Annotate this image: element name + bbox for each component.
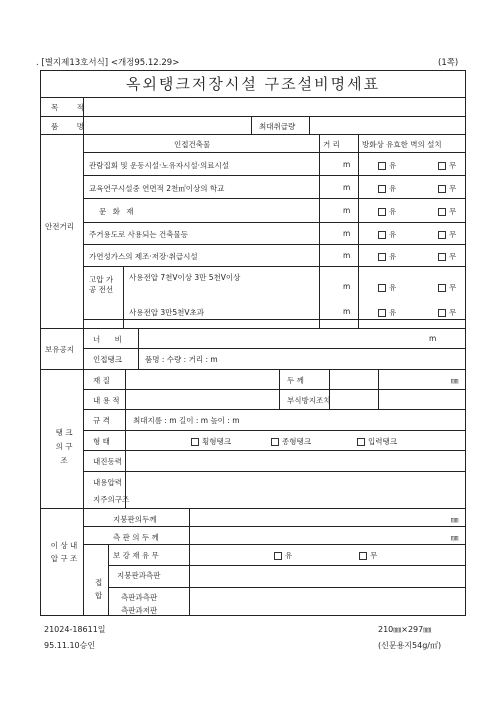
thickness-label: 두 께 bbox=[287, 376, 304, 385]
yes-checkbox[interactable]: 유 bbox=[378, 282, 396, 293]
no-checkbox[interactable]: 무 bbox=[438, 307, 456, 318]
support-label: 지주의구조 bbox=[93, 495, 130, 504]
unit-m: m bbox=[343, 282, 351, 291]
spec-fields: 최대지름 : m 길이 : m 높이 : m bbox=[133, 416, 240, 425]
adjacent-tank-fields: 품명 : 수량 : 거리 : m bbox=[145, 355, 218, 364]
unit-m: m bbox=[343, 206, 351, 215]
inner-pressure-label: 내진동력 bbox=[93, 457, 122, 466]
no-checkbox[interactable]: 무 bbox=[438, 183, 456, 194]
reinforce-no-checkbox[interactable]: 무 bbox=[359, 550, 377, 561]
no-checkbox[interactable]: 무 bbox=[438, 160, 456, 171]
approval-date: 95.11.10승인 bbox=[44, 641, 96, 650]
yes-checkbox[interactable]: 유 bbox=[378, 183, 396, 194]
side-thickness-label: 측 판 의 두 께 bbox=[113, 533, 159, 542]
unit-m: m bbox=[343, 307, 351, 316]
safety-distance-label: 안전거리 bbox=[45, 222, 74, 231]
floor-structure-label: 이 상 내 압 구 조 bbox=[50, 541, 78, 563]
unit-mm: ㎜ bbox=[451, 376, 459, 385]
item-gas-facility: 가연성가스의 제조·저장·취급시설 bbox=[89, 252, 198, 261]
weld-roof-side: 지붕판과측판 bbox=[117, 571, 161, 580]
item-school: 교육연구시설중 연면적 2천㎡이상의 학교 bbox=[89, 184, 225, 193]
yes-checkbox[interactable]: 유 bbox=[378, 307, 396, 318]
hv-item-1: 사용전압 7천V이상 3만 5천V이상 bbox=[129, 273, 241, 282]
no-checkbox[interactable]: 무 bbox=[438, 282, 456, 293]
adjacent-tank-label: 인접탱크 bbox=[93, 355, 122, 364]
purpose-label: 목 적 bbox=[51, 103, 92, 112]
unit-mm: ㎜ bbox=[451, 515, 459, 524]
item-residential: 주거용도로 사용되는 건축물등 bbox=[89, 230, 188, 239]
no-checkbox[interactable]: 무 bbox=[438, 251, 456, 262]
holding-space-label: 보유공지 bbox=[45, 345, 74, 354]
product-label: 품 명 bbox=[51, 122, 92, 131]
weld-label: 접 합 bbox=[95, 578, 103, 600]
max-qty-label: 최대취급량 bbox=[259, 122, 296, 131]
roof-thickness-label: 지붕판의두께 bbox=[113, 515, 157, 524]
unit-m: m bbox=[343, 229, 351, 238]
yes-checkbox[interactable]: 유 bbox=[378, 160, 396, 171]
distance-header: 거 리 bbox=[323, 140, 340, 149]
volume-label: 내 용 적 bbox=[93, 396, 120, 405]
adjacent-building-header: 인접건축물 bbox=[174, 140, 211, 149]
unit-m: m bbox=[343, 160, 351, 169]
fire-wall-header: 방화상 유효한 벽의 설치 bbox=[362, 140, 442, 149]
weld-side-side: 측판과측판 bbox=[121, 593, 158, 602]
unit-mm: ㎜ bbox=[451, 533, 459, 542]
hv-line-label: 고압 가공 전선 bbox=[89, 275, 114, 294]
internal-pressure-label: 내용압력 bbox=[93, 478, 122, 487]
reinforce-yes-checkbox[interactable]: 유 bbox=[274, 550, 292, 561]
paper-size: 210㎜×297㎜ bbox=[378, 625, 432, 634]
form-number: . [별지제13호서식] <개정95.12.29> bbox=[36, 58, 180, 68]
shape-horizontal-checkbox[interactable]: 횡형탱크 bbox=[191, 436, 231, 447]
page-number: (1쪽) bbox=[438, 58, 459, 68]
yes-checkbox[interactable]: 유 bbox=[378, 206, 396, 217]
hv-item-2: 사용전압 3만5천V초과 bbox=[129, 308, 205, 317]
form-code: 21024-18611일 bbox=[44, 625, 106, 634]
yes-checkbox[interactable]: 유 bbox=[378, 229, 396, 240]
width-label: 너 비 bbox=[93, 335, 128, 344]
form-title: 옥외탱크저장시설 구조설비명세표 bbox=[41, 71, 465, 98]
spec-form bbox=[40, 70, 466, 616]
tank-structure-label: 탱 크 의 구 조 bbox=[55, 428, 73, 465]
corrosion-label: 부식방지조치 bbox=[287, 396, 331, 405]
no-checkbox[interactable]: 무 bbox=[438, 206, 456, 217]
item-assembly: 관람집회 및 운동시설·노유자시설·의료시설 bbox=[89, 161, 229, 170]
weld-side-bottom: 측판과저판 bbox=[121, 606, 158, 615]
item-heritage: 문 화 재 bbox=[99, 207, 136, 216]
shape-label: 형 태 bbox=[93, 437, 110, 446]
yes-checkbox[interactable]: 유 bbox=[378, 251, 396, 262]
shape-input-checkbox[interactable]: 입력탱크 bbox=[357, 436, 397, 447]
paper-type: (신문용지54g/㎡) bbox=[378, 641, 442, 650]
material-label: 재 질 bbox=[93, 376, 110, 385]
reinforce-label: 보 강 재 유 무 bbox=[113, 551, 159, 560]
unit-m: m bbox=[343, 183, 351, 192]
unit-m: m bbox=[429, 334, 437, 343]
unit-m: m bbox=[343, 251, 351, 260]
no-checkbox[interactable]: 무 bbox=[438, 229, 456, 240]
spec-label: 규 격 bbox=[93, 416, 110, 425]
shape-vertical-checkbox[interactable]: 종형탱크 bbox=[271, 436, 311, 447]
